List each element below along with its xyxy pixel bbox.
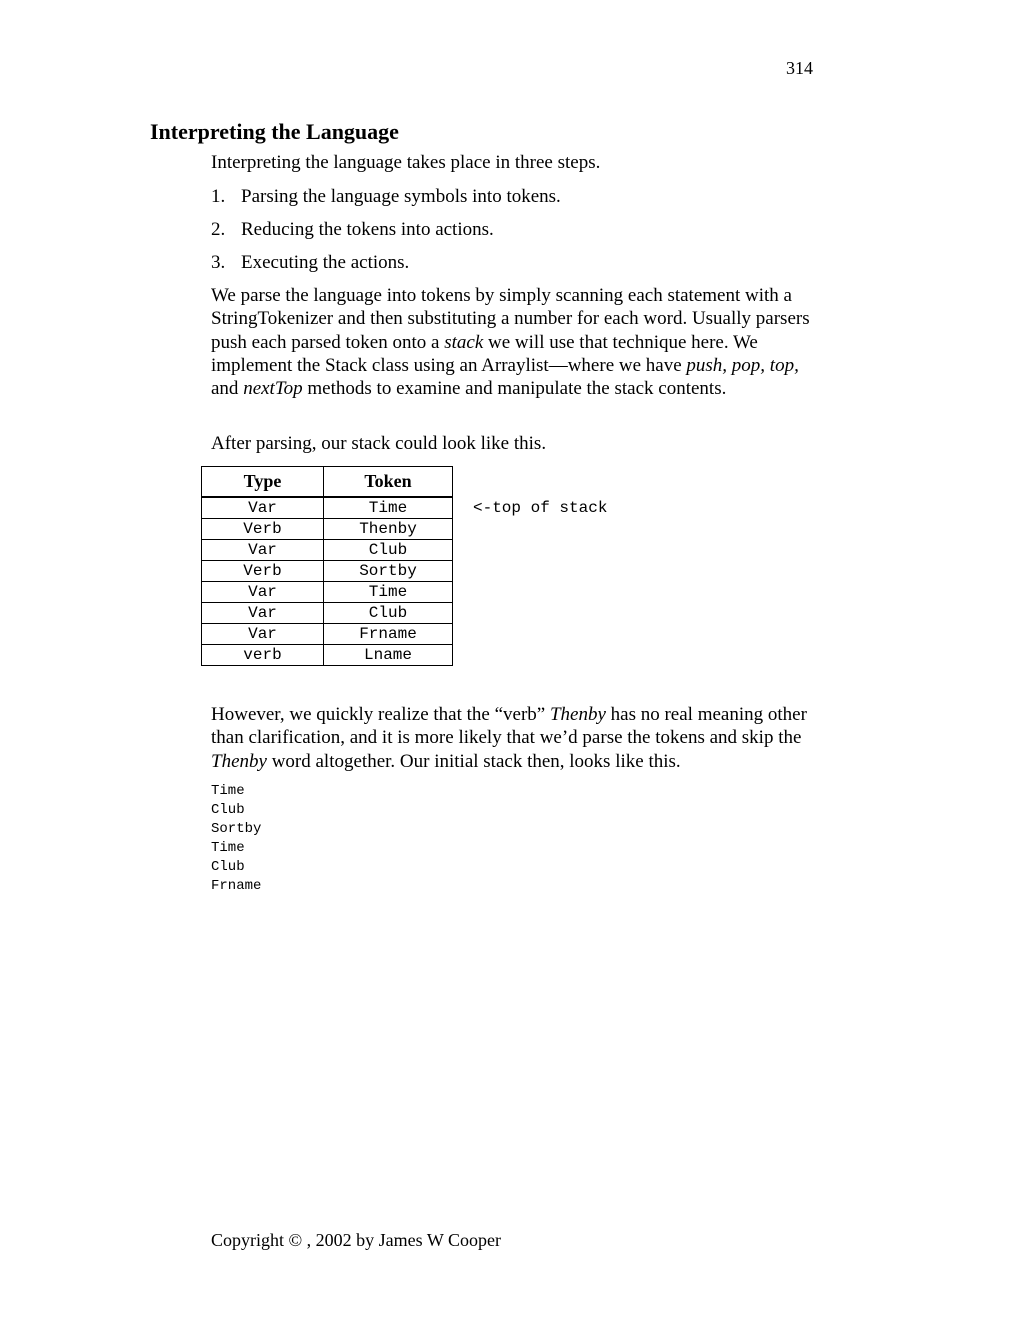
code-listing bbox=[211, 782, 261, 896]
type-cell: Var bbox=[202, 582, 324, 603]
token-cell: Frname bbox=[324, 624, 453, 645]
token-cell: Time bbox=[324, 582, 453, 603]
after-parsing-paragraph: After parsing, our stack could look like this. bbox=[211, 433, 547, 454]
token-cell: Time bbox=[324, 497, 453, 519]
type-cell: Var bbox=[202, 540, 324, 561]
type-cell: Var bbox=[202, 603, 324, 624]
emphasis-thenby: Thenby bbox=[549, 704, 606, 725]
type-cell: Verb bbox=[202, 561, 324, 582]
top-of-stack-note: <-top of stack bbox=[473, 499, 608, 517]
table-row bbox=[202, 603, 453, 624]
text-run: we will use that technique here. We implement the Stack class using an Arraylist—where we have bbox=[211, 331, 758, 376]
intro-paragraph: Interpreting the language takes place in three steps. bbox=[211, 152, 601, 173]
table-row bbox=[202, 582, 453, 603]
text-run: We parse the language into tokens by simply scanning each statement with a StringTokenizer and then substituting a number for each word. Usually parsers push each parsed token onto a bbox=[211, 285, 810, 353]
step-text: Executing the actions. bbox=[241, 252, 410, 273]
text-run: methods to examine and manipulate the stack contents. bbox=[302, 378, 727, 400]
code-line: Sortby bbox=[211, 821, 262, 837]
parsing-paragraph bbox=[211, 284, 816, 400]
text-run: has no real meaning other than clarification, and it is more likely that we’d parse the tokens and skip the bbox=[211, 704, 807, 749]
table-row bbox=[202, 624, 453, 645]
list-item bbox=[211, 185, 561, 218]
text-run: word altogether. Our initial stack then, looks like this. bbox=[266, 750, 681, 772]
table-row bbox=[202, 540, 453, 561]
however-paragraph bbox=[211, 703, 816, 773]
column-header-type: Type bbox=[202, 467, 324, 498]
type-cell: Verb bbox=[202, 519, 324, 540]
page-number: 314 bbox=[786, 58, 813, 78]
code-line: Club bbox=[211, 802, 245, 818]
text-run: However, we quickly realize that the “verb” bbox=[211, 704, 550, 725]
copyright-footer: Copyright © , 2002 by James W Cooper bbox=[211, 1230, 501, 1250]
token-cell: Club bbox=[324, 603, 453, 624]
step-text: Parsing the language symbols into tokens. bbox=[241, 186, 561, 207]
step-text: Reducing the tokens into actions. bbox=[241, 219, 494, 240]
code-line: Club bbox=[211, 859, 245, 875]
code-line: Frname bbox=[211, 878, 262, 894]
token-cell: Club bbox=[324, 540, 453, 561]
step-number: 3. bbox=[211, 252, 226, 273]
column-header-token: Token bbox=[324, 467, 453, 498]
stack-table bbox=[201, 466, 453, 666]
text-run: and bbox=[211, 378, 244, 400]
code-line: Time bbox=[211, 783, 245, 799]
token-cell: Sortby bbox=[324, 561, 453, 582]
section-title: Interpreting the Language bbox=[150, 119, 399, 144]
token-cell: Lname bbox=[324, 645, 453, 666]
type-cell: verb bbox=[202, 645, 324, 666]
step-number: 2. bbox=[211, 219, 226, 240]
code-line: Time bbox=[211, 840, 245, 856]
step-number: 1. bbox=[211, 186, 226, 207]
list-item bbox=[211, 218, 561, 251]
emphasis-stack: stack bbox=[444, 331, 484, 353]
emphasis-nexttop: nextTop bbox=[243, 378, 303, 400]
type-cell: Var bbox=[202, 624, 324, 645]
emphasis-thenby: Thenby bbox=[211, 750, 267, 772]
table-row bbox=[202, 497, 453, 519]
table-row bbox=[202, 561, 453, 582]
table-row bbox=[202, 645, 453, 666]
emphasis-methods: push, pop, top, bbox=[686, 354, 799, 376]
type-cell: Var bbox=[202, 497, 324, 519]
table-row bbox=[202, 519, 453, 540]
token-cell: Thenby bbox=[324, 519, 453, 540]
list-item bbox=[211, 251, 561, 284]
steps-list bbox=[211, 185, 561, 284]
table-header-row bbox=[202, 467, 453, 498]
